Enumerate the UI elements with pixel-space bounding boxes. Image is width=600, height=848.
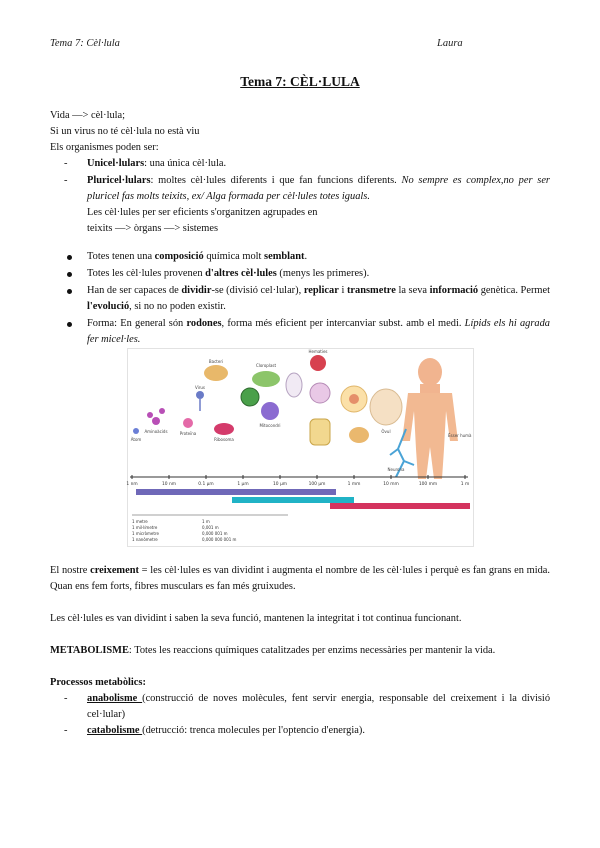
text: . (304, 251, 308, 262)
bold-text: semblant (264, 251, 305, 262)
bold-text: d'altres cèl·lules (205, 268, 277, 279)
page-title: Tema 7: CÈL·LULA (240, 74, 360, 89)
bold-text: transmetre (346, 285, 396, 296)
yeast-cell (349, 427, 369, 443)
list-item (50, 283, 550, 315)
text: Forma: En general són (87, 318, 187, 329)
purple-cell (261, 402, 279, 420)
amino-acid (147, 412, 153, 418)
text: (detrucció: trenca molecules per l'optencio d'energia). (142, 725, 365, 736)
text: -se (divisió cel·lular), (211, 285, 304, 296)
red-cell (310, 355, 326, 371)
metabolism-paragraph (50, 643, 550, 659)
dash-marker: - (64, 158, 68, 169)
intro-line: Els organismes poden ser: (50, 142, 159, 153)
object-label: Òvul (381, 429, 391, 434)
list-item (50, 249, 550, 265)
dash-marker: - (64, 175, 68, 186)
object-label: Àtom (130, 437, 142, 442)
division-paragraph: Les cèl·lules es van dividint i saben la seva funció, mantenen la integritat i tot continua funcionant. (50, 613, 462, 624)
organization-note (50, 205, 550, 237)
tick-label: 1 nm (126, 482, 138, 487)
list-item (50, 316, 550, 348)
legend-unit: 1 micròmetre (132, 531, 159, 536)
bullet-marker (67, 289, 72, 294)
mitochondrion (286, 373, 302, 397)
object-label: Neurona (387, 467, 405, 472)
organization-line: teixits —> òrgans —> sistemes (87, 223, 219, 234)
term-anabolism: anabolisme (87, 693, 143, 704)
text: i (338, 285, 347, 296)
list-item (50, 266, 550, 282)
object-label: Hematies (308, 349, 328, 354)
bold-text: l'evolució (87, 301, 130, 312)
tick-label: 10 nm (161, 482, 177, 487)
bold-text: creixement (90, 565, 139, 576)
processes-section (50, 675, 550, 739)
scale-tick-labels (126, 481, 469, 487)
legend-unit: 1 mil·límetre (132, 525, 158, 530)
legend-value: 1 m (202, 519, 210, 524)
cell-scale-illustration (128, 349, 473, 546)
text: (construcció de noves molècules, fent servir energia, responsable del creixement i la divisió cel·lular) (87, 693, 551, 720)
legend-unit: 1 nanòmetre (132, 537, 158, 542)
scale-legend (132, 519, 237, 542)
object-label: Ésser humà (448, 433, 472, 438)
range-bar-purple (136, 489, 336, 495)
object-label: Ribosoma (214, 437, 234, 442)
intro-line: Si un virus no té cèl·lula no està viu (50, 126, 200, 137)
bullet-marker (67, 255, 72, 260)
legend-value: 0,000 000 001 m (202, 537, 237, 542)
cell-scale-figure (127, 348, 474, 547)
header-topic: Tema 7: Cèl·lula (50, 38, 120, 49)
amino-acid (152, 417, 160, 425)
text: Han de ser capaces de (87, 285, 182, 296)
ovule-cell (370, 389, 402, 425)
tick-label: 100 mm (418, 482, 438, 487)
intro-section (50, 108, 550, 156)
intro-line: Vida —> cèl·lula; (50, 110, 126, 121)
range-bar-pink (330, 503, 470, 509)
object-label: Bacteri (208, 359, 224, 364)
virus (196, 391, 204, 399)
bold-text: informació (429, 285, 479, 296)
legend-unit: 1 metre (132, 519, 148, 524)
tick-label: 10 mm (383, 482, 399, 487)
term-description: : moltes cèl·lules diferents i que fan funcions diferents. (150, 175, 402, 186)
bold-text: dividir (181, 285, 212, 296)
bacterium (204, 365, 228, 381)
plant-cell-2 (310, 419, 330, 445)
list-item (50, 691, 550, 723)
egg-nucleus (349, 394, 359, 404)
bold-text: replicar (303, 285, 339, 296)
growth-paragraph (50, 563, 550, 595)
text: Totes tenen una (87, 251, 155, 262)
ribosome (183, 418, 193, 428)
tick-label: 1 m (460, 482, 470, 487)
text: Totes les cèl·lules provenen (87, 268, 206, 279)
list-item (50, 156, 550, 172)
bullet-marker (67, 272, 72, 277)
header-author: Laura (437, 38, 463, 49)
object-label: Proteïna (179, 431, 197, 436)
tick-label: 100 µm (308, 482, 326, 487)
term-description: : una única cèl·lula. (144, 158, 227, 169)
term-note: No sempre es complex,no per ser pluricel fas molts teixits, ex/ Alga formada per cèl·lules totes iguals. (87, 175, 550, 202)
term-unicellular: Unicel·lulars (87, 158, 145, 169)
tick-label: 0.1 µm (198, 482, 214, 487)
italic-text: Lípids els hi agrada fer micel·les. (87, 318, 550, 345)
bold-text: rodones (186, 318, 222, 329)
text: , si no no poden existir. (129, 301, 226, 312)
list-item (50, 173, 550, 205)
text: : Totes les reaccions químiques catalitzades per enzims necessàries per mantenir la vida. (128, 645, 496, 656)
object-label: Cloroplast (255, 363, 277, 368)
tick-label: 1 mm (347, 482, 361, 487)
term-pluricellular: Pluricel·lulars (87, 175, 151, 186)
bullet-marker (67, 322, 72, 327)
human-illustration (402, 358, 458, 479)
chloroplast (241, 388, 259, 406)
processes-title: Processos metabòlics: (50, 677, 146, 688)
dash-marker: - (64, 693, 68, 704)
bold-text: composició (154, 251, 204, 262)
text: la seva (395, 285, 430, 296)
object-label: Virus (194, 385, 206, 390)
legend-value: 0,001 m (202, 525, 219, 530)
atom (133, 428, 139, 434)
organism-types-list (50, 156, 550, 237)
range-bar-cyan (232, 497, 354, 503)
red-blood-cell (214, 423, 234, 435)
text: El nostre (50, 565, 91, 576)
list-item (50, 723, 550, 739)
amino-acid (159, 408, 165, 414)
text: (menys les primeres). (276, 268, 370, 279)
object-label: Mitocondri (259, 423, 281, 428)
term-catabolism: catabolisme (87, 725, 143, 736)
text: genètica. Permet (478, 285, 550, 296)
organization-line: Les cèl·lules per ser eficients s'organitzen agrupades en (87, 207, 318, 218)
object-label: Aminoàcids (144, 429, 168, 434)
text: , forma més eficient per intercanviar subst. amb el medi. (221, 318, 465, 329)
text: química molt (203, 251, 265, 262)
legend-value: 0,000 001 m (202, 531, 228, 536)
bold-text: METABOLISME (50, 645, 129, 656)
text: = les cèl·lules es van dividint i augmenta el nombre de les cèl·lules i perquè es fan grans en mida. Quan ens fem forts, fibres musculars es fan més gruixudes. (50, 565, 550, 592)
plant-cell (310, 383, 330, 403)
tick-label: 10 µm (272, 482, 288, 487)
dash-marker: - (64, 725, 68, 736)
tick-label: 1 µm (237, 482, 249, 487)
properties-list (50, 249, 550, 348)
green-cell (252, 371, 280, 387)
